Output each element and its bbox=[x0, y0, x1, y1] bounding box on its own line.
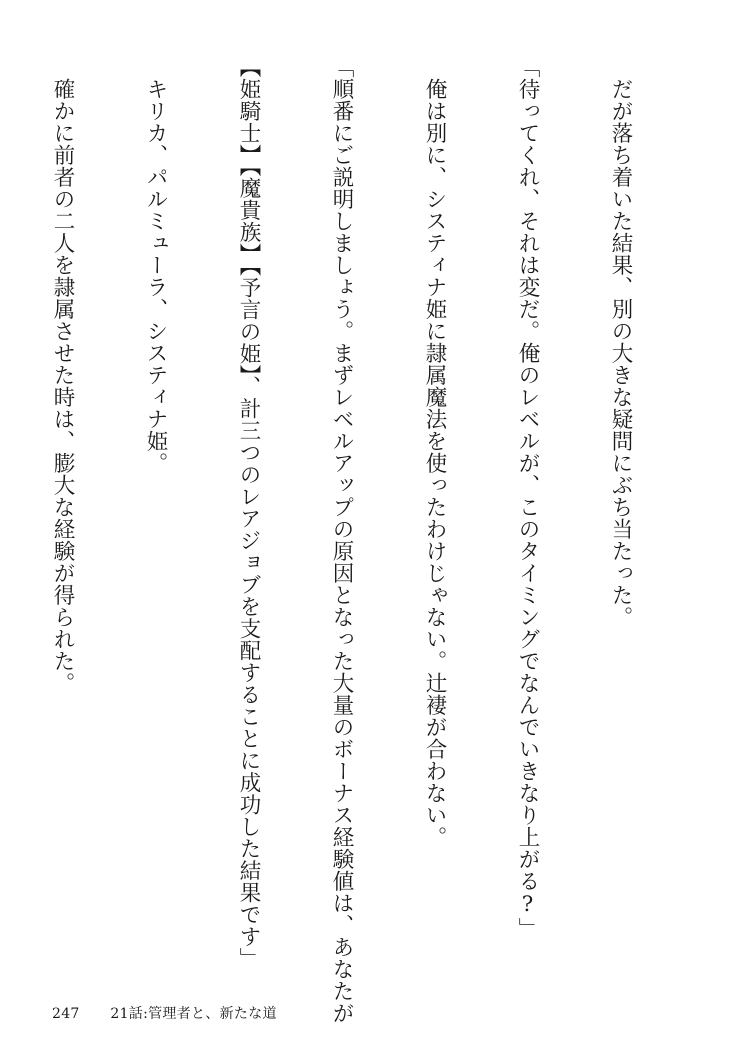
text-line: 「順番にご説明しましょう。まずレベルアップの原因となった大量のボーナス経験値は、あなたが bbox=[329, 56, 354, 1024]
page-number: 247 bbox=[52, 1006, 80, 1022]
page-footer bbox=[52, 1003, 277, 1023]
text-line: 俺は別に、システィナ姫に隷属魔法を使ったわけじゃない。辻褄が合わない。 bbox=[422, 78, 447, 848]
text-line: 【姫騎士】【魔貴族】【予言の姫】、計三つのレアジョブを支配することに成功した結果です」 bbox=[236, 56, 261, 970]
text-line: キリカ、パルミューラ、システィナ姫。 bbox=[143, 78, 168, 474]
text-line: 確かに前者の二人を隷属させた時は、膨大な経験が得られた。 bbox=[50, 78, 75, 694]
chapter-title: 21話:管理者と、新たな道 bbox=[110, 1006, 277, 1022]
text-line: だが落ち着いた結果、別の大きな疑問にぶち当たった。 bbox=[608, 78, 633, 628]
text-line: 「待ってくれ、それは変だ。俺のレベルが、このタイミングでなんでいきなり上がる?」 bbox=[515, 56, 540, 940]
